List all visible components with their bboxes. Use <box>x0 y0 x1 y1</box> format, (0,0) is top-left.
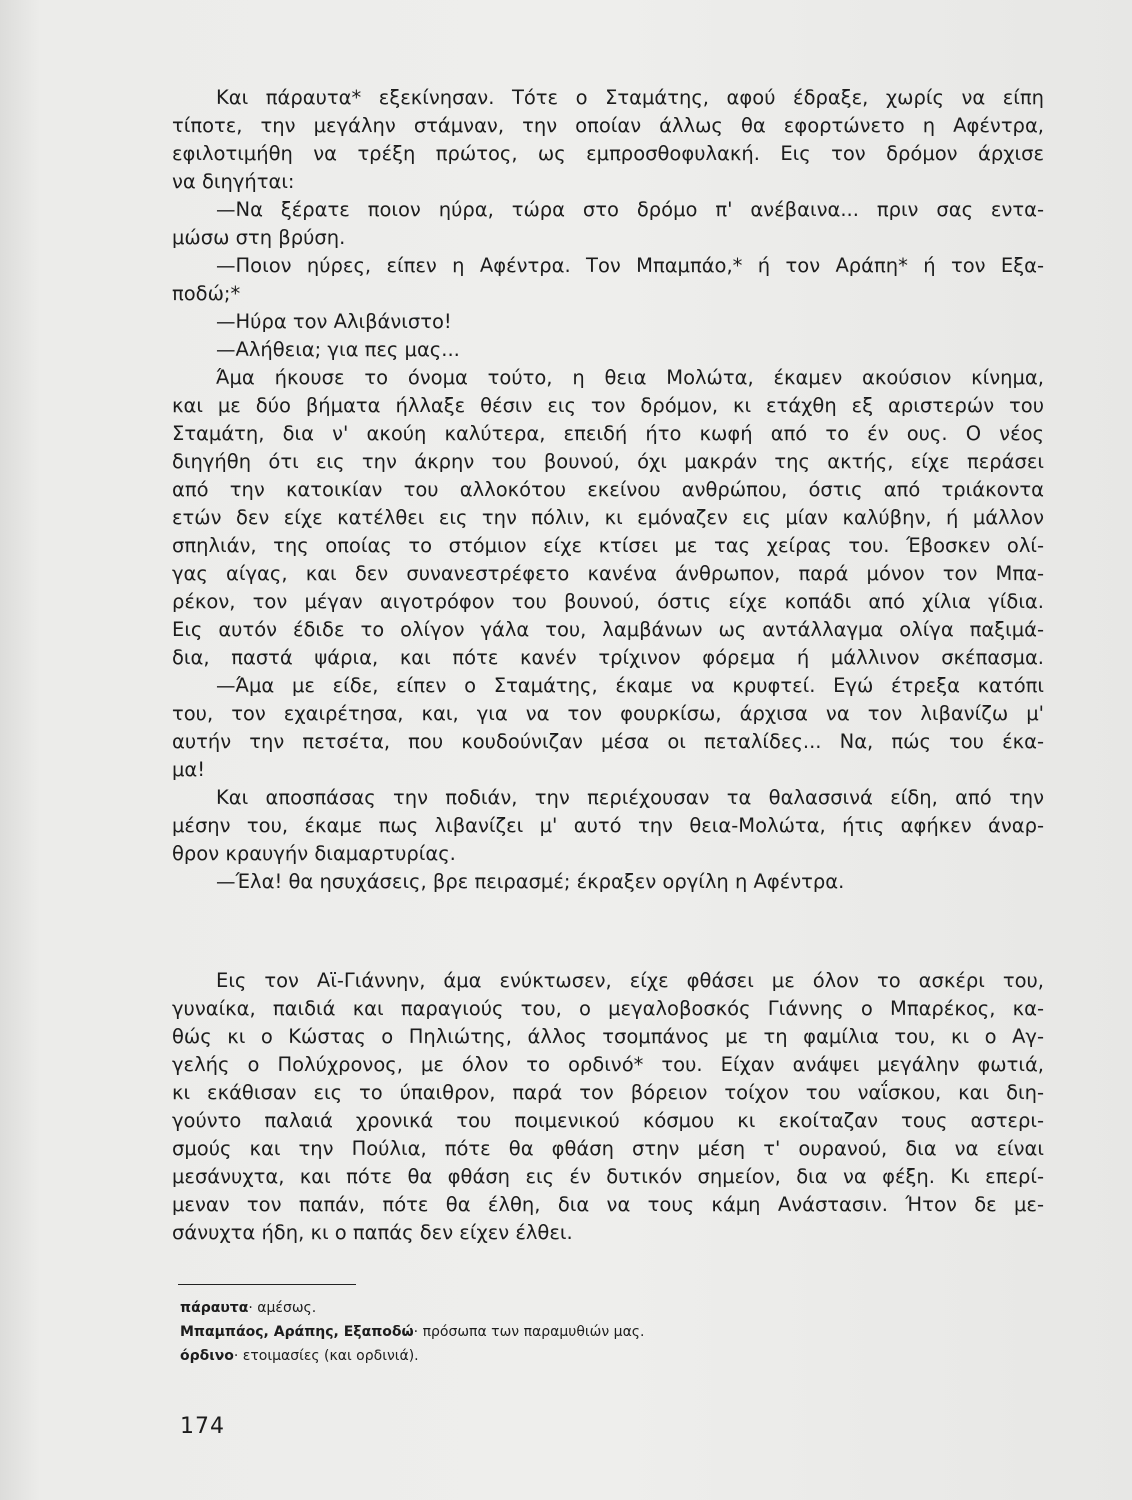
text-line: σμούς και την Πούλια, πότε θα φθάση στην μέση τ' ουρανού, δια να είναι <box>172 1137 1044 1160</box>
text-line: —Έλα! θα ησυχάσεις, βρε πειρασμέ; έκραξεν οργίλη η Αφέντρα. <box>216 870 845 893</box>
text-line: και με δύο βήματα ήλλαξε θέσιν εις τον δρόμον, κι ετάχθη εξ αριστερών του <box>172 394 1044 417</box>
text-line: μεναν τον παπάν, πότε θα έλθη, δια να τους κάμη Ανάστασιν. Ήτον δε με- <box>172 1193 1044 1216</box>
text-line: ρέκον, τον μέγαν αιγοτρόφον του βουνού, όστις είχε κοπάδι από χίλια γίδια. <box>172 590 1044 613</box>
text-line: γούντο παλαιά χρονικά του ποιμενικού κόσμου κι εκοίταζαν τους αστερι- <box>172 1109 1044 1132</box>
text-line: Εις τον Αϊ-Γιάννην, άμα ενύκτωσεν, είχε φθάσει με όλον το ασκέρι του, <box>216 969 1044 992</box>
text-line: δια, παστά ψάρια, και πότε κανέν τρίχινον φόρεμα ή μάλλινον σκέπασμα. <box>172 646 1044 669</box>
text-line: Εις αυτόν έδιδε το ολίγον γάλα του, λαμβάνων ως αντάλλαγμα ολίγα παξιμά- <box>172 618 1044 641</box>
text-line: διηγήθη ότι εις την άκρην του βουνού, όχι μακράν της ακτής, είχε περάσει <box>172 450 1044 473</box>
text-line: αυτήν την πετσέτα, που κουδούνιζαν μέσα οι πεταλίδες... Να, πώς του έκα- <box>172 730 1044 753</box>
text-line: μεσάνυχτα, και πότε θα φθάση εις έν δυτικόν σημείον, δια να φέξη. Κι επερί- <box>172 1165 1044 1188</box>
text-line: Και πάραυτα* εξεκίνησαν. Τότε ο Σταμάτης, αφού έδραξε, χωρίς να είπη <box>216 86 1044 109</box>
text-line: ποδώ;* <box>172 282 241 305</box>
footnote-definition: · αμέσως. <box>248 1300 317 1316</box>
text-line: —Ηύρα τον Αλιβάνιστο! <box>216 310 452 333</box>
text-line: από την κατοικίαν του αλλοκότου εκείνου ανθρώπου, όστις από τριάκοντα <box>172 478 1044 501</box>
footnotes <box>180 1296 880 1368</box>
text-line: τίποτε, την μεγάλην στάμναν, την οποίαν άλλως θα εφορτώνετο η Αφέντρα, <box>172 114 1044 137</box>
footnote-term: πάραυτα <box>180 1300 249 1316</box>
footnote-item <box>180 1320 880 1344</box>
footnote-item <box>180 1296 880 1320</box>
text-line: Και αποσπάσας την ποδιάν, την περιέχουσαν τα θαλασσινά είδη, από την <box>216 786 1044 809</box>
text-line: μα! <box>172 758 206 781</box>
text-line: —Αλήθεια; για πες μας... <box>216 338 460 361</box>
text-line: Άμα ήκουσε το όνομα τούτο, η θεια Μολώτα, έκαμεν ακούσιον κίνημα, <box>216 366 1044 389</box>
main-text-part-2 <box>172 967 1044 1247</box>
text-line: γυναίκα, παιδιά και παραγιούς του, ο μεγαλοβοσκός Γιάννης ο Μπαρέκος, κα- <box>172 997 1044 1020</box>
text-line: εφιλοτιμήθη να τρέξη πρώτος, ως εμπροσθοφυλακή. Εις τον δρόμον άρχισε <box>172 142 1044 165</box>
text-line: του, τον εχαιρέτησα, και, για να τον φουρκίσω, άρχισα να τον λιβανίζω μ' <box>172 702 1044 725</box>
text-line: να διηγήται: <box>172 170 295 193</box>
footnote-definition: · πρόσωπα των παραμυθιών μας. <box>413 1324 645 1340</box>
footnote-item <box>180 1344 880 1368</box>
text-line: ετών δεν είχε κατέλθει εις την πόλιν, κι εμόναζεν εις μίαν καλύβην, ή μάλλον <box>172 506 1044 529</box>
footnote-term: όρδινο <box>180 1348 234 1364</box>
main-text-part-1 <box>172 84 1044 896</box>
text-line: θρον κραυγήν διαμαρτυρίας. <box>172 842 456 865</box>
page-number: 174 <box>180 1414 225 1439</box>
text-line: σπηλιάν, της οποίας το στόμιον είχε κτίσει με τας χείρας του. Έβοσκεν ολί- <box>172 534 1044 557</box>
text-line: Σταμάτη, δια ν' ακούη καλύτερα, επειδή ήτο κωφή από το έν ους. Ο νέος <box>172 422 1044 445</box>
text-line: γελής ο Πολύχρονος, με όλον το ορδινό* του. Είχαν ανάψει μεγάλην φωτιά, <box>172 1053 1044 1076</box>
text-line: μέσην του, έκαμε πως λιβανίζει μ' αυτό την θεια-Μολώτα, ήτις αφήκεν άναρ- <box>172 814 1044 837</box>
text-line: γας αίγας, και δεν συνανεστρέφετο κανένα άνθρωπον, παρά μόνον τον Μπα- <box>172 562 1044 585</box>
text-line: σάνυχτα ήδη, κι ο παπάς δεν είχεν έλθει. <box>172 1221 573 1244</box>
text-line: —Ποιον ηύρες, είπεν η Αφέντρα. Τον Μπαμπάο,* ή τον Αράπη* ή τον Εξα- <box>216 254 1044 277</box>
text-line: —Άμα με είδε, είπεν ο Σταμάτης, έκαμε να κρυφτεί. Εγώ έτρεξα κατόπι <box>216 674 1044 697</box>
footnote-definition: · ετοιμασίες (και ορδινιά). <box>233 1348 419 1364</box>
footnote-divider <box>178 1284 356 1285</box>
text-line: κι εκάθισαν εις το ύπαιθρον, παρά τον βόρειον τοίχον του ναΐσκου, και διη- <box>172 1081 1044 1104</box>
footnote-term: Μπαμπάος, Αράπης, Εξαποδώ <box>180 1324 414 1340</box>
text-line: μώσω στη βρύση. <box>172 226 346 249</box>
text-line: θώς κι ο Κώστας ο Πηλιώτης, άλλος τσομπάνος με τη φαμίλια του, κι ο Αγ- <box>172 1025 1044 1048</box>
text-line: —Να ξέρατε ποιον ηύρα, τώρα στο δρόμο π' ανέβαινα... πριν σας εντα- <box>216 198 1044 221</box>
